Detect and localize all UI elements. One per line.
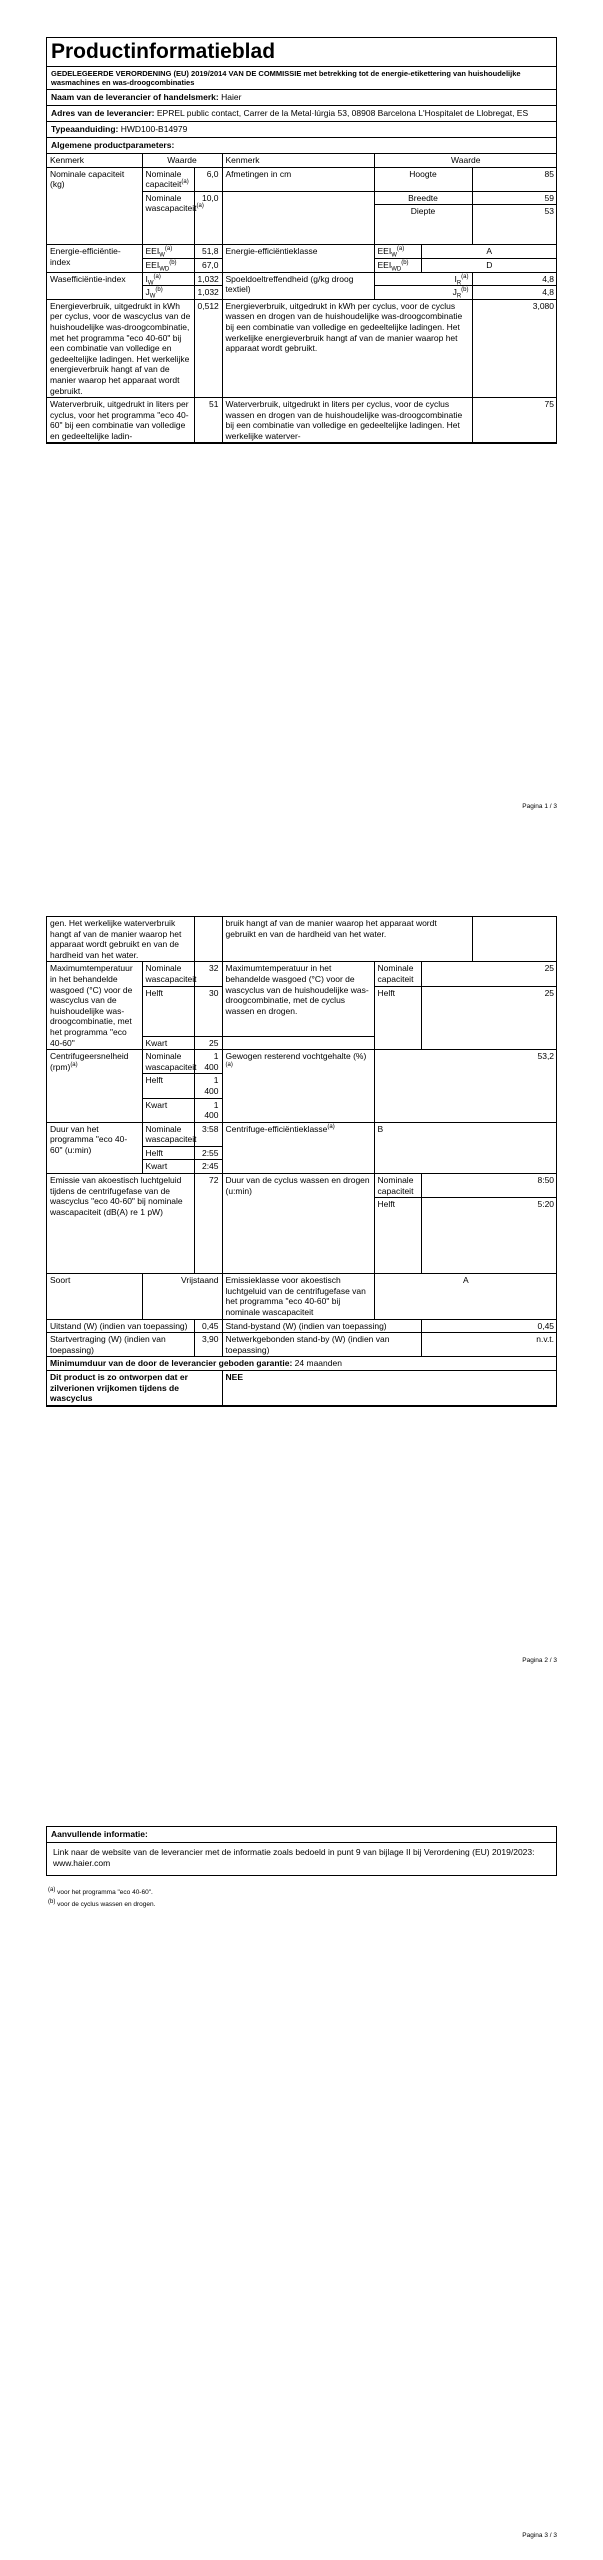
eei-wd-sym [142,258,194,272]
empty-cell [472,917,557,962]
moisture-label: Gewogen resterend vochtgehalte (%) [225,1051,367,1062]
eec-label: Energie-efficiëntieklasse [222,245,374,272]
wei-jw-sub: W [149,293,156,300]
table-row [47,272,557,286]
wd-duration-label: Duur van de cyclus wassen en drogen (u:min) [222,1174,374,1274]
eec-w-sub: W [391,253,397,260]
cap-wash-value: 6,0 [194,167,222,191]
table-row [47,167,557,191]
maxtemp-nominal: Nominale wascapaciteit [142,962,194,986]
depth-value: 53 [472,205,557,245]
table-row [47,1274,557,1319]
maxtemp-wash-label: Maximumtemperatuur in het behandelde wasgoed (°C) voor de wascyclus van de huishoudelijke was-droogcombinatie, met het programma "eco 40-60" [47,962,142,1050]
spin-label: Centrifugeersnelheid (rpm) [50,1051,129,1072]
footnote-a-text: voor het programma "eco 40-60". [57,1889,153,1896]
duration-nominal-value: 3:58 [194,1122,222,1146]
page-3 [0,1700,603,2560]
address-row [47,106,556,122]
network-value: n.v.t. [421,1333,557,1357]
table-row [47,1371,557,1406]
empty-cell [222,1036,374,1050]
cap-dry-sup: (a) [196,203,204,210]
cap-dry-cell [142,191,204,245]
water-wash-value: 51 [194,398,222,443]
maxtemp-wd-half-value: 25 [421,986,557,1050]
standby-value: 0,45 [421,1319,557,1333]
cap-dry-label: Nominale wascapaciteit [145,192,197,214]
page1-frame [46,37,557,444]
rinse-jw-value: 4,8 [472,286,557,300]
duration-half: Helft [142,1146,194,1160]
address-label: Adres van de leverancier: [51,108,155,118]
eec-w-text: EEI [377,246,392,257]
spin-class-value: B [374,1122,557,1173]
params-table-p2 [47,917,557,1406]
eec-wd-sym [374,258,421,272]
noise-value: 72 [194,1174,222,1274]
spin-label-cell [47,1050,142,1123]
delay-label: Startvertraging (W) (indien van toepassing) [47,1333,194,1357]
height-label: Hoogte [374,167,472,191]
eei-w-sym [142,245,194,259]
moisture-label-cell [222,1050,374,1123]
maxtemp-quarter: Kwart [142,1036,194,1050]
spin-quarter: Kwart [142,1098,194,1122]
height-value: 85 [472,167,557,191]
params-table-wrap [47,154,556,443]
spin-nominal-value: 1 400 [194,1050,222,1074]
maxtemp-wd-half: Helft [374,986,421,1050]
eec-w-sym [374,245,421,259]
regulation-text: GEDELEGEERDE VERORDENING (EU) 2019/2014 VAN DE COMMISSIE met betrekking tot de energie-etikettering van huishoudelijke wasmachines en was-droogcombinaties [47,67,556,90]
silver-label: Dit product is zo ontworpen dat er zilverionen vrijkomen tijdens de wascyclus [47,1371,222,1406]
guarantee-value: 24 maanden [294,1358,342,1369]
eec-w-sup: (a) [396,246,405,253]
maxtemp-wd-nominal: Nominale capaciteit [374,962,421,986]
params-table-p1 [47,154,557,443]
eei-w-sup: (a) [164,246,173,253]
maxtemp-half-value: 30 [194,986,222,1036]
dims-empty [222,191,374,205]
wei-iw-sym [142,272,194,286]
spin-class-label-cell [222,1122,374,1173]
spin-class-sup: (a) [327,1123,335,1130]
maxtemp-nominal-value: 32 [194,962,222,986]
col-header-waarde: Waarde [142,154,222,167]
standby-label: Stand-bystand (W) (indien van toepassing) [222,1319,421,1333]
supplier-row [47,90,556,106]
table-row [47,1050,557,1074]
dims-empty-2 [222,205,374,245]
silver-value: NEE [222,1371,557,1406]
eei-label: Energie-efficiëntie-index [47,245,142,272]
page-number-1: Pagina 1 / 3 [522,803,557,810]
duration-nominal: Nominale wascapaciteit [142,1122,194,1146]
cap-wash-label: Nominale capaciteit [145,168,182,190]
wd-duration-nominal-value: 8:50 [421,1174,557,1198]
eei-w-sub: W [159,253,165,260]
rinse-jw-sup: (b) [461,287,469,294]
table-row [47,398,557,443]
model-value: HWD100-B14979 [120,124,188,134]
extra-info-heading: Aanvullende informatie: [47,1827,556,1843]
type-label: Soort [47,1274,142,1319]
rinse-iw-sup: (a) [461,273,469,280]
wd-duration-half-value: 5:20 [421,1198,557,1274]
eec-w-value: A [421,245,557,259]
cap-dry-value: 10,0 [194,191,222,245]
empty-cell [194,917,222,962]
wei-jw-value: 1,032 [194,286,222,300]
table-row [47,1122,557,1146]
rinse-label: Spoeldoeltreffendheid (g/kg droog textiel) [222,272,374,299]
col-header-kenmerk-2: Kenmerk [222,154,374,167]
eei-wd-text: EEI [145,259,160,270]
rinse-iw-text: I [454,273,457,284]
dims-label: Afmetingen in cm [222,167,374,191]
width-value: 59 [472,191,557,205]
page-number-3: Pagina 3 / 3 [522,2532,557,2539]
cap-wash-cell [142,167,194,191]
moisture-value: 53,2 [374,1050,557,1123]
off-label: Uitstand (W) (indien van toepassing) [47,1319,194,1333]
eei-wd-sup: (b) [169,260,177,267]
rinse-iw-sub: R [456,280,462,287]
supplier-label: Naam van de leverancier of handelsmerk: [51,92,219,102]
wei-jw-sup: (b) [155,287,163,294]
noise-class-value: A [374,1274,557,1319]
eec-wd-sup: (b) [401,260,409,267]
eei-wd-value: 67,0 [194,258,222,272]
table-row [47,299,557,397]
duration-quarter-value: 2:45 [194,1160,222,1174]
page-title: Productinformatieblad [47,38,556,67]
maxtemp-half: Helft [142,986,194,1036]
water-wd-text: Waterverbruik, uitgedrukt in liters per cyclus, voor de cyclus wassen en drogen van de huishoudelijke was-droogcombinatie bij een combinatie van volledige en gedeeltelijke ladingen. Het werkelijke waterver- [222,398,472,443]
rinse-iw-sym [374,272,472,286]
footnote-b-text: voor de cyclus wassen en drogen. [57,1901,156,1908]
page2-frame [46,916,557,1407]
footnote-a-mark: (a) [48,1886,56,1893]
spin-sup: (a) [70,1061,78,1068]
page3-frame [46,1826,557,1876]
wei-label: Wasefficiëntie-index [47,272,142,299]
energy-wash-text: Energieverbruik, uitgedrukt in kWh per cyclus, voor de wascyclus van de huishoudelijke was-droogcombinatie, met het programma "eco 40-60" bij een combinatie van volledige en gedeeltelijke ladingen. Het werkelijke energieverbruik hangt af van de manier waarop het apparaat wordt gebruikt. [47,299,194,397]
spin-quarter-value: 1 400 [194,1098,222,1122]
type-value: Vrijstaand [142,1274,222,1319]
wei-iw-sup: (a) [153,273,161,280]
guarantee-label: Minimumduur van de door de leverancier geboden garantie: [50,1358,293,1369]
spin-half-value: 1 400 [194,1074,222,1098]
table-row [47,245,557,259]
cap-wash-sup: (a) [181,179,189,186]
water-wd-cont: bruik hangt af van de manier waarop het apparaat wordt gebruikt en van de hardheid van het water. [222,917,472,962]
table-row [47,1357,557,1371]
eec-wd-value: D [421,258,557,272]
moisture-sup: (a) [225,1061,233,1068]
energy-wash-value: 0,512 [194,299,222,397]
depth-label: Diepte [374,205,472,245]
model-row [47,122,556,138]
table-header-row [47,154,557,167]
table-row [47,917,557,962]
wei-iw-value: 1,032 [194,272,222,286]
page-1 [0,0,603,830]
address-value: EPREL public contact, Carrer de la Metal·lúrgia 53, 08908 Barcelona L'Hospitalet de Llobregat, ES [156,108,529,118]
energy-wd-value: 3,080 [472,299,557,397]
spin-half: Helft [142,1074,194,1098]
table-row [47,962,557,986]
guarantee-row [47,1357,557,1371]
water-wd-value: 75 [472,398,557,443]
rinse-jw-text: J [452,287,457,298]
table-row [47,1174,557,1198]
eei-w-value: 51,8 [194,245,222,259]
network-label: Netwerkgebonden stand-by (W) (indien van toepassing) [222,1333,421,1357]
col-header-kenmerk: Kenmerk [47,154,142,167]
delay-value: 3,90 [194,1333,222,1357]
width-label: Breedte [374,191,472,205]
noise-label: Emissie van akoestisch luchtgeluid tijdens de centrifugefase van de wascyclus "eco 40-60" bij nominale wascapaciteit (dB(A) re 1 pW) [47,1174,194,1274]
wd-duration-nominal: Nominale capaciteit [374,1174,421,1198]
eei-wd-sub: WD [159,266,170,273]
page-number-2: Pagina 2 / 3 [522,1657,557,1664]
capacity-label: Nominale capaciteit (kg) [47,167,142,245]
footnote-a [0,1888,153,1897]
wei-iw-sub: W [147,280,154,287]
supplier-value: Haier [221,92,242,102]
wei-jw-text: J [145,287,150,298]
energy-wd-text: Energieverbruik, uitgedrukt in kWh per cyclus, voor de cyclus wassen en drogen van de huishoudelijke was-droogcombinatie bij een combinatie van volledige en gedeeltelijke ladingen. Het werkelijke energieverbruik hangt af van de manier waarop het apparaat wordt gebruikt. [222,299,472,397]
footnote-b-mark: (b) [48,1898,56,1905]
water-wash-cont: gen. Het werkelijke waterverbruik hangt af van de manier waarop het apparaat wordt gebruikt en van de hardheid van het water. [47,917,194,962]
wd-duration-half: Helft [374,1198,421,1274]
spin-class-label: Centrifuge-efficiëntieklasse [225,1123,328,1134]
spin-nominal: Nominale wascapaciteit [142,1050,194,1074]
general-params-heading: Algemene productparameters: [47,138,556,154]
duration-half-value: 2:55 [194,1146,222,1160]
eec-wd-sub: WD [391,266,402,273]
duration-label: Duur van het programma "eco 40-60" (u:min) [47,1122,142,1173]
wei-iw-text: I [145,273,148,284]
extra-info-text: Link naar de website van de leverancier met de informatie zoals bedoeld in punt 9 van bijlage II bij Verordening (EU) 2019/2023: www.haier.com [53,1847,535,1868]
eec-wd-text: EEI [377,259,392,270]
wei-jw-sym [142,286,194,300]
rinse-jw-sub: R [456,293,462,300]
maxtemp-wd-label: Maximumtemperatuur in het behandelde wasgoed (°C) voor de wascyclus van de huishoudelijke was-droogcombinatie, met de cyclus wassen en drogen. [222,962,374,1036]
off-value: 0,45 [194,1319,222,1333]
footnote-b [0,1900,155,1909]
water-wash-text: Waterverbruik, uitgedrukt in liters per cyclus, voor het programma "eco 40-60" bij een combinatie van volledige en gedeeltelijke ladin- [47,398,194,443]
maxtemp-wd-nominal-value: 25 [421,962,557,986]
rinse-iw-value: 4,8 [472,272,557,286]
model-label: Typeaanduiding: [51,124,119,134]
duration-quarter: Kwart [142,1160,194,1174]
col-header-waarde-2: Waarde [374,154,557,167]
table-row [47,1333,557,1357]
maxtemp-quarter-value: 25 [194,1036,222,1050]
page-2 [0,876,603,1756]
rinse-jw-sym [374,286,472,300]
table-row [47,1319,557,1333]
noise-class-label: Emissieklasse voor akoestisch luchtgeluid van de centrifugefase van het programma "eco 40-60" bij nominale wascapaciteit [222,1274,374,1319]
eei-w-text: EEI [145,246,160,257]
